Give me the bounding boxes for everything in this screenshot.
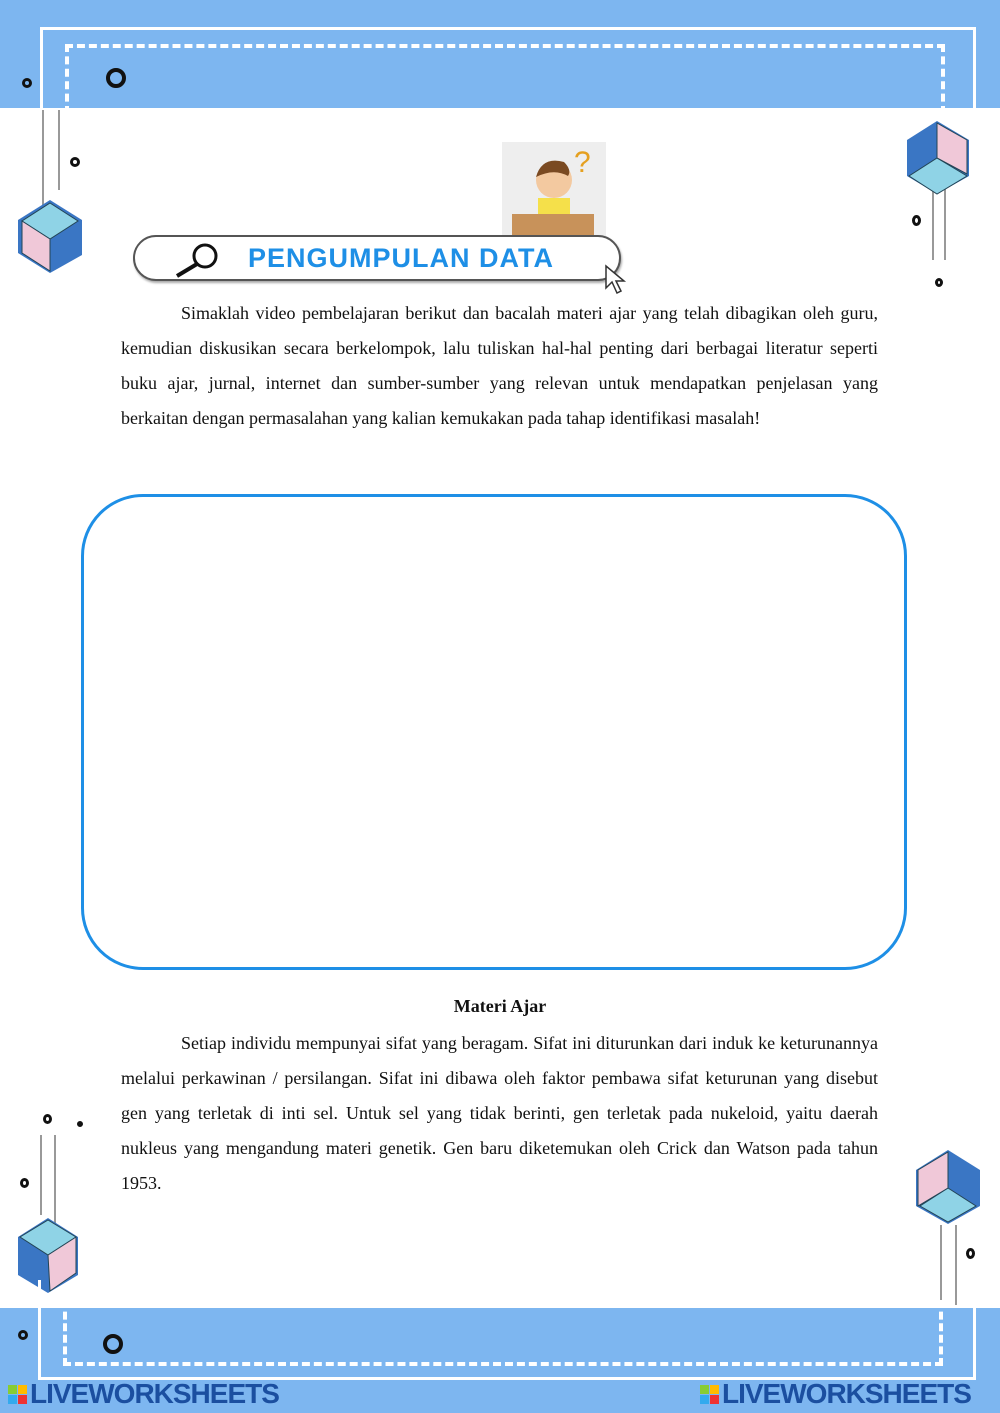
liveworksheets-logo [700, 1378, 971, 1410]
dot-icon [912, 215, 921, 226]
top-dashed-line [65, 44, 945, 114]
brand-text: LIVEWORKSHEETS [722, 1378, 971, 1409]
dot-icon [22, 78, 32, 88]
dot-icon [43, 1114, 52, 1124]
cube-icon [905, 118, 973, 198]
magnifier-icon [169, 242, 225, 278]
left-line [58, 110, 60, 190]
material-heading: Materi Ajar [453, 996, 547, 1016]
cube-icon [14, 195, 86, 275]
left-line [40, 1135, 42, 1215]
bottom-dashed-line [63, 1300, 943, 1366]
instruction-text: Simaklah video pembelajaran berikut dan bacalah materi ajar yang telah dibagikan oleh guru, kemudian diskusikan secara berkelompok, lalu tuliskan hal-hal penting dari berbagai literatur seperti buku ajar, jurnal, internet dan sumber-sumber yang relevan untuk mendapatkan penjelasan yang berkaitan dengan permasalahan yang kalian kemukakan pada tahap identifikasi masalah! [121, 303, 878, 428]
dot-icon [935, 278, 943, 287]
dot-icon [20, 1178, 29, 1188]
left-line [54, 1135, 56, 1225]
liveworksheets-logo-icon [8, 1385, 27, 1404]
material-text: Setiap individu mempunyai sifat yang beragam. Sifat ini diturunkan dari induk ke keturunannya melalui perkawinan / persilangan. Sifat ini dibawa oleh faktor pembawa sifat keturunan yang disebut gen yang terletak di inti sel. Untuk sel yang tidak berinti, gen terletak pada nukeloid, yaitu daerah nukleus yang mengandung materi genetik. Gen baru diketemukan oleh Crick dan Watson pada tahun 1953. [121, 1033, 878, 1193]
dot-icon [70, 157, 80, 167]
thinking-student-illustration [502, 142, 606, 238]
cursor-icon [604, 264, 628, 296]
section-title-banner [133, 235, 621, 281]
svg-text:?: ? [574, 146, 591, 179]
ring-icon [103, 1334, 123, 1354]
section-title: PENGUMPULAN DATA [248, 243, 554, 273]
dot-icon [77, 1121, 83, 1127]
dot-icon [18, 1330, 28, 1340]
liveworksheets-logo [8, 1378, 279, 1410]
cube-icon [912, 1148, 982, 1228]
ring-icon [106, 68, 126, 88]
brand-text: LIVEWORKSHEETS [30, 1378, 279, 1409]
answer-input-area[interactable] [81, 494, 907, 970]
dot-icon [966, 1248, 975, 1259]
material-paragraph [121, 1026, 878, 1201]
liveworksheets-logo-icon [700, 1385, 719, 1404]
instruction-paragraph [121, 296, 878, 436]
